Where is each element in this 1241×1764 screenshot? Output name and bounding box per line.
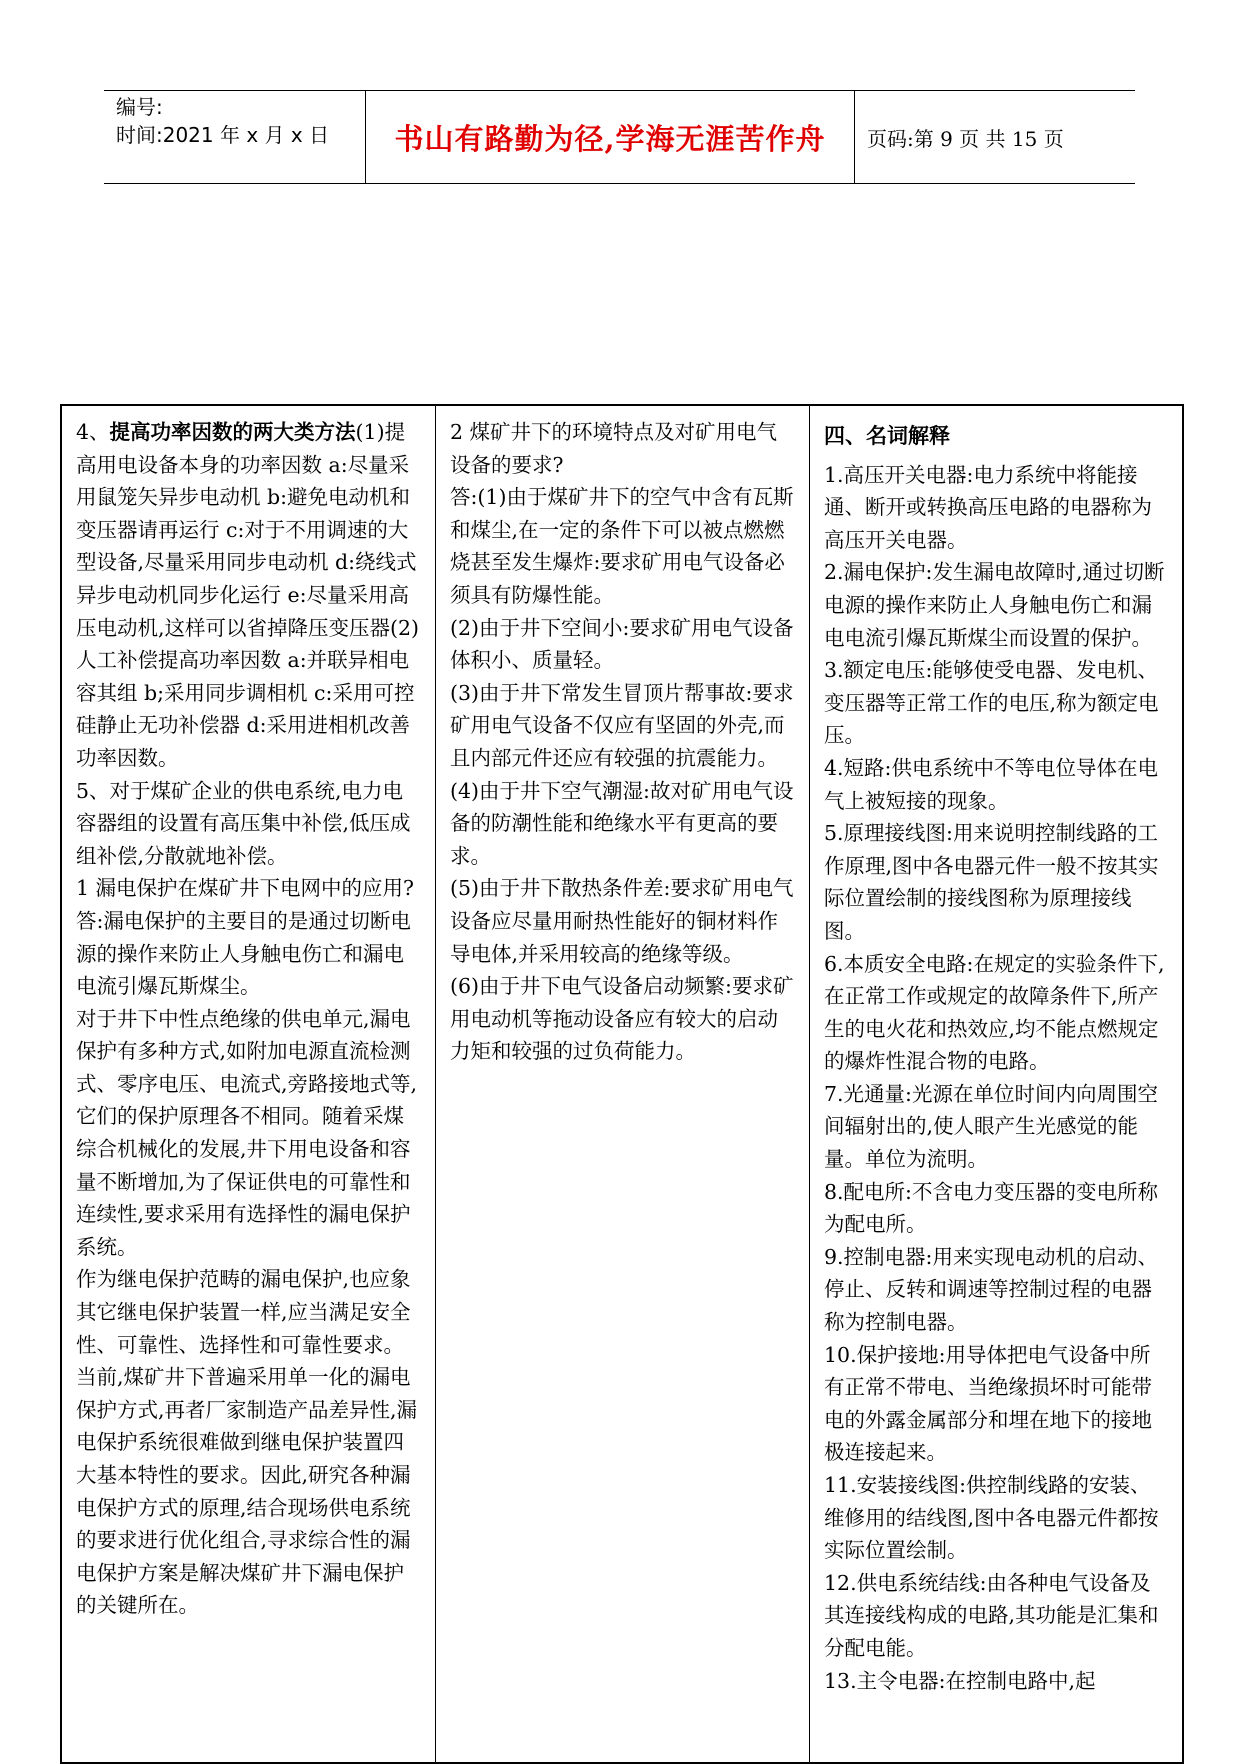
paragraph: 当前,煤矿井下普遍采用单一化的漏电保护方式,再者厂家制造产品差异性,漏电保护系统很难做到继电保护装置四大基本特性的要求。因此,研究各种漏电保护方式的原理,结合现场供电系统的要求进行优化组合,寻求综合性的漏电保护方案是解决煤矿井下漏电保护的关键所在。 [76,1365,418,1618]
section-heading: 四、名词解释 [824,423,950,448]
paragraph: 5、对于煤矿企业的供电系统,电力电容器组的设置有高压集中补偿,低压成组补偿,分散就地补偿。 [76,778,411,868]
term-definition: 7.光通量:光源在单位时间内向周围空间辐射出的,使人眼产生光感觉的能量。单位为流明。 [824,1081,1158,1172]
section-title: 提高功率因数的两大类方法 [109,420,356,444]
document-time: 时间:2021 年 x 月 x 日 [116,123,330,147]
document-number-label: 编号: [116,95,163,119]
answer-item: (2)由于井下空间小:要求矿用电气设备体积小、质量轻。 [450,615,794,673]
term-definition: 5.原理接线图:用来说明控制线路的工作原理,图中各电器元件一般不按其实际位置绘制的接线图称为原理接线图。 [824,821,1159,943]
term-definition: 1.高压开关电器:电力系统中将能接通、断开或转换高压电路的电器称为高压开关电器。 [824,462,1152,552]
term-definition: 11.安装接线图:供控制线路的安装、维修用的结线图,图中各电器元件都按实际位置绘制。 [824,1473,1159,1563]
column-3 [810,406,1182,1762]
header-motto: 书山有路勤为径,学海无涯苦作舟 [394,121,826,156]
term-definition: 3.额定电压:能够使受电器、发电机、变压器等正常工作的电压,称为额定电压。 [824,658,1159,748]
header-meta [104,91,366,183]
page-header [104,90,1135,184]
term-definition: 6.本质安全电路:在规定的实验条件下,在正常工作或规定的故障条件下,所产生的电火花和热效应,均不能点燃规定的爆炸性混合物的电路。 [824,951,1165,1074]
header-motto-cell [366,91,855,183]
column-1 [62,406,436,1762]
content-table [60,404,1184,1764]
answer-item: (3)由于井下常发生冒顶片帮事故:要求矿用电气设备不仅应有坚固的外壳,而且内部元件还应有较强的抗震能力。 [450,680,794,770]
answer: 答:(1)由于煤矿井下的空气中含有瓦斯和煤尘,在一定的条件下可以被点燃燃烧甚至发生爆炸:要求矿用电气设备必须具有防爆性能。 [450,485,794,607]
paragraph-text: (1)提高用电设备本身的功率因数 a:尽量采用鼠笼矢异步电动机 b:避免电动机和变压器请再运行 c:对于不用调速的大型设备,尽量采用同步电动机 d:绕线式异步电动机同步化运行 e:尽量采用高压电动机,这样可以省掉降压变压器(2)人工补偿提高功率因数 a:并联异相电容其组 b;采用同步调相机 c:采用可控硅静止无功补偿器 d:采用进相机改善功率因数。 [76,420,420,770]
paragraph: 作为继电保护范畴的漏电保护,也应象其它继电保护装置一样,应当满足安全性、可靠性、选择性和可靠性要求。 [76,1267,411,1357]
term-definition: 4.短路:供电系统中不等电位导体在电气上被短接的现象。 [824,755,1158,813]
answer-item: (5)由于井下散热条件差:要求矿用电气设备应尽量用耐热性能好的铜材料作导电体,并采用较高的绝缘等级。 [450,876,794,966]
paragraph: 对于井下中性点绝缘的供电单元,漏电保护有多种方式,如附加电源直流检测式、零序电压、电流式,旁路接地式等,它们的保护原理各不相同。随着采煤综合机械化的发展,井下用电设备和容量不断增加,为了保证供电的可靠性和连续性,要求采用有选择性的漏电保护系统。 [76,1006,418,1259]
question: 1 漏电保护在煤矿井下电网中的应用? [76,876,415,901]
section-number: 4、 [76,420,110,444]
column-2 [436,406,810,1762]
term-definition: 2.漏电保护:发生漏电故障时,通过切断电源的操作来防止人身触电伤亡和漏电电流引爆瓦斯煤尘而设置的保护。 [824,560,1165,650]
term-definition: 9.控制电器:用来实现电动机的启动、停止、反转和调速等控制过程的电器称为控制电器。 [824,1244,1158,1335]
term-definition: 12.供电系统结线:由各种电气设备及其连接线构成的电路,其功能是汇集和分配电能。 [824,1570,1159,1660]
term-definition: 10.保护接地:用导体把电气设备中所有正常不带电、当绝缘损坏时可能带电的外露金属部分和埋在地下的接地极连接起来。 [824,1342,1152,1465]
header-page-info-cell [855,91,1135,183]
answer: 答:漏电保护的主要目的是通过切断电源的操作来防止人身触电伤亡和漏电电流引爆瓦斯煤尘。 [76,908,411,999]
paragraph [76,416,423,775]
term-definition: 8.配电所:不含电力变压器的变电所称为配电所。 [824,1179,1158,1237]
page-info: 页码:第 9 页 共 15 页 [867,126,1064,151]
answer-item: (6)由于井下电气设备启动频繁:要求矿用电动机等拖动设备应有较大的启动力矩和较强的过负荷能力。 [450,974,794,1064]
question: 2 煤矿井下的环境特点及对矿用电气设备的要求? [450,420,778,477]
term-definition: 13.主令电器:在控制电路中,起 [824,1668,1096,1693]
answer-item: (4)由于井下空气潮湿:故对矿用电气设备的防潮性能和绝缘水平有更高的要求。 [450,778,794,868]
